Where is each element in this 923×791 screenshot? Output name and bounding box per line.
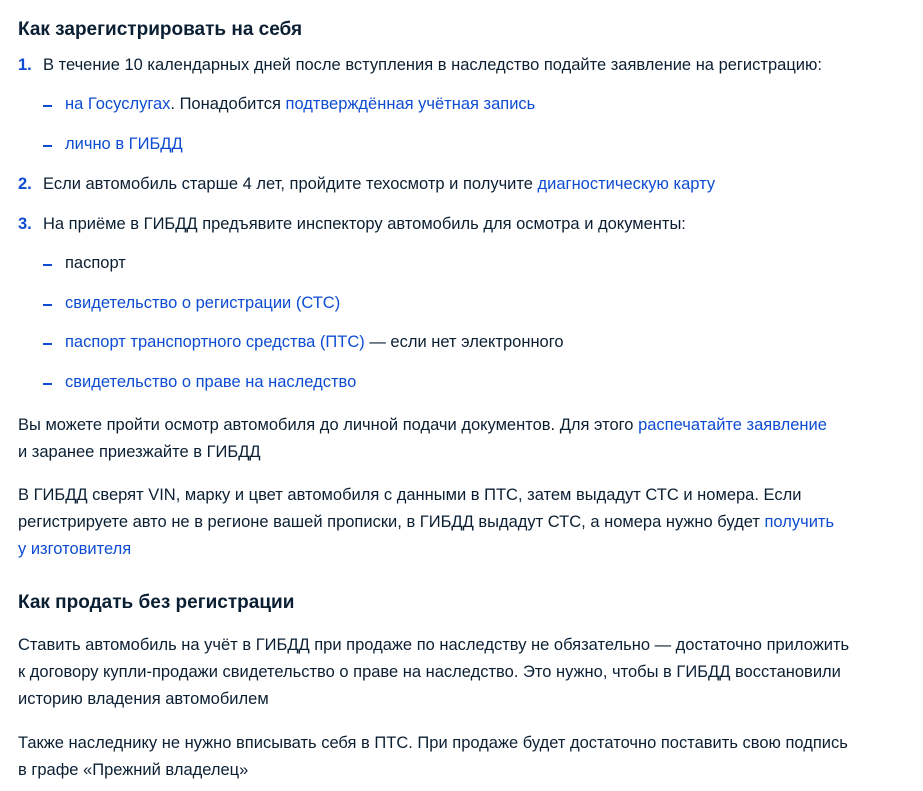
doc-item-sts	[65, 290, 340, 317]
step-text: На приёме в ГИБДД предъявите инспектору автомобиль для осмотра и документы:	[43, 215, 686, 233]
dash-bullet	[43, 343, 52, 345]
doc-item-inheritance	[65, 369, 356, 396]
paragraph-line: историю владения автомобилем	[18, 690, 269, 708]
pts-link[interactable]: паспорт транспортного средства (ПТС)	[65, 333, 365, 351]
doc-item-pts	[65, 329, 564, 356]
verified-account-link[interactable]: подтверждённая учётная запись	[285, 95, 536, 113]
gosuslugi-link[interactable]: на Госуслугах	[65, 95, 171, 113]
in-person-gibdd-link[interactable]: лично в ГИБДД	[65, 135, 183, 153]
diagnostic-card-link[interactable]: диагностическую карту	[537, 175, 716, 193]
paragraph-line: Ставить автомобиль на учёт в ГИБДД при продаже по наследству не обязательно — достаточно приложить	[18, 636, 850, 654]
step-text	[43, 171, 715, 198]
dash-bullet	[43, 383, 52, 385]
step-number: 1.	[18, 56, 32, 74]
dash-bullet	[43, 145, 52, 147]
section-heading-sell: Как продать без регистрации	[18, 592, 295, 613]
section-heading-register: Как зарегистрировать на себя	[18, 19, 303, 40]
step-text-content: Если автомобиль старше 4 лет, пройдите техосмотр и получите	[43, 175, 538, 193]
step-text: В течение 10 календарных дней после вступления в наследство подайте заявление на регистрацию:	[43, 56, 822, 74]
paragraph-line	[18, 412, 827, 439]
paragraph-line: и заранее приезжайте в ГИБДД	[18, 443, 261, 461]
paragraph-line: В ГИБДД сверят VIN, марку и цвет автомобиля с данными в ПТС, затем выдадут СТС и номера. Если	[18, 486, 802, 504]
sub-item-gibdd	[65, 131, 183, 158]
print-application-link[interactable]: распечатайте заявление	[638, 416, 827, 434]
paragraph-line: в графе «Прежний владелец»	[18, 761, 249, 779]
sts-link[interactable]: свидетельство о регистрации (СТС)	[65, 294, 341, 312]
step-number: 3.	[18, 215, 32, 233]
paragraph-line: к договору купли-продажи свидетельство о праве на наследство. Это нужно, чтобы в ГИБДД восстановили	[18, 663, 841, 681]
sub-item-text: . Понадобится	[170, 95, 286, 113]
paragraph-line: Также наследнику не нужно вписывать себя в ПТС. При продаже будет достаточно поставить свою подпись	[18, 734, 848, 752]
paragraph-line	[18, 536, 131, 563]
manufacturer-link[interactable]: у изготовителя	[18, 540, 132, 558]
sub-item-gosuslugi	[65, 91, 535, 118]
paragraph-text: Вы можете пройти осмотр автомобиля до личной подачи документов. Для этого	[18, 416, 639, 434]
step-number: 2.	[18, 175, 32, 193]
doc-item-text: — если нет электронного	[364, 333, 564, 351]
get-plates-link[interactable]: получить	[764, 513, 835, 531]
paragraph-text: регистрируете авто не в регионе вашей прописки, в ГИБДД выдадут СТС, а номера нужно будет	[18, 513, 765, 531]
doc-item-passport: паспорт	[65, 254, 126, 272]
dash-bullet	[43, 264, 52, 266]
inheritance-certificate-link[interactable]: свидетельство о праве на наследство	[65, 373, 357, 391]
dash-bullet	[43, 105, 52, 107]
paragraph-line	[18, 509, 834, 536]
dash-bullet	[43, 304, 52, 306]
